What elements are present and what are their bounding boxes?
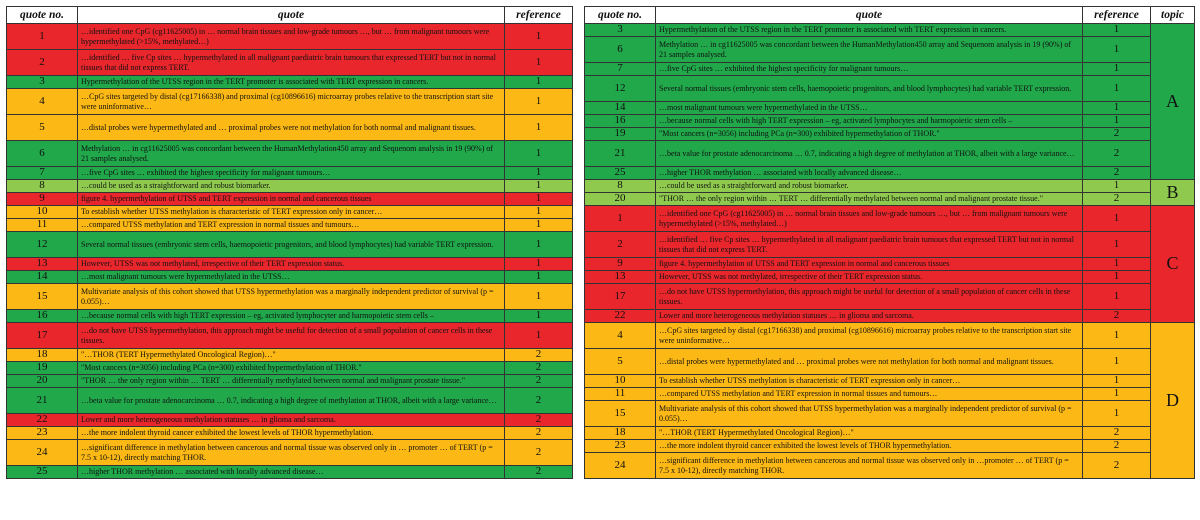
quote-text: …because normal cells with high TERT expression – eg, activated lymphocyter and harmopoietic stem cells –: [78, 310, 505, 323]
quote-text: "THOR … the only region within … TERT … differentially methylated between normal and malignant prostate tissue.": [78, 375, 505, 388]
reference-number: 1: [505, 193, 573, 206]
quote-number: 5: [7, 115, 78, 141]
table-row: [7, 219, 573, 232]
reference-number: 2: [505, 414, 573, 427]
reference-number: 1: [1083, 284, 1151, 310]
quote-number: 22: [585, 310, 656, 323]
quote-text: …five CpG sites … exhibited the highest specificity for malignant tumours…: [656, 63, 1083, 76]
quote-text: …identified one CpG (cg11625005) in … normal brain tissues and low-grade tumours …, but … from malignant tumours were hypermethylated (>15%, methylated…): [656, 206, 1083, 232]
quote-number: 6: [585, 37, 656, 63]
quote-number: 10: [585, 375, 656, 388]
quote-text: …significant difference in methylation between cancerous and normal tissue was observed only in …promoter … of TERT (p = 7.5 x 10-12), directly matching THOR.: [656, 453, 1083, 479]
table-row: [7, 258, 573, 271]
reference-number: 1: [505, 232, 573, 258]
quote-text: …CpG sites targeted by distal (cg17166338) and proximal (cg10896616) microarray probes relative to the transcription start site were uninformative…: [78, 89, 505, 115]
header-reference: reference: [1083, 7, 1151, 24]
table-row: [7, 440, 573, 466]
table-row: [7, 271, 573, 284]
reference-number: 1: [1083, 258, 1151, 271]
quote-number: 21: [585, 141, 656, 167]
quote-text: …distal probes were hypermethylated and … proximal probes were not methylation for both normal and malignant tissues.: [656, 349, 1083, 375]
table-row: [585, 388, 1195, 401]
reference-number: 1: [1083, 323, 1151, 349]
quote-text: …because normal cells with high TERT expression – eg, activated lymphocytes and harmopoietic stem cells –: [656, 115, 1083, 128]
header-reference: reference: [505, 7, 573, 24]
reference-number: 2: [505, 349, 573, 362]
table-row: [585, 128, 1195, 141]
quote-text: "…THOR (TERT Hypermethylated Oncological Region)…": [78, 349, 505, 362]
reference-number: 2: [1083, 427, 1151, 440]
reference-number: 1: [505, 50, 573, 76]
quote-number: 2: [585, 232, 656, 258]
topic-label: A: [1151, 24, 1195, 180]
quote-text: To establish whether UTSS methylation is characteristic of TERT expression only in cancer…: [78, 206, 505, 219]
quote-text: …beta value for prostate adenocarcinoma … 0.7, indicating a high degree of methylation at THOR, albeit with a large variance…: [656, 141, 1083, 167]
reference-number: 2: [505, 375, 573, 388]
table-row: [7, 375, 573, 388]
quote-number: 20: [7, 375, 78, 388]
quote-text: Several normal tissues (embryonic stem cells, haemopoietic progenitors, and blood lymphocytes) had variable TERT expression.: [656, 76, 1083, 102]
reference-number: 1: [505, 76, 573, 89]
quote-number: 24: [7, 440, 78, 466]
table-row: [7, 180, 573, 193]
quote-number: 19: [7, 362, 78, 375]
quote-text: …significant difference in methylation between cancerous and normal tissue was observed only in … promoter … of TERT (p = 7.5 x 10-12), directly matching THOR.: [78, 440, 505, 466]
reference-number: 1: [1083, 349, 1151, 375]
table-row: [7, 466, 573, 479]
table-row: [7, 89, 573, 115]
quote-text: Methylation … in cg11625005 was concordant between the HumanMethylation450 array and Sequenom analysis in 19 (90%) of 21 samples analysed.: [78, 141, 505, 167]
quote-number: 23: [7, 427, 78, 440]
quote-number: 14: [585, 102, 656, 115]
quote-text: …most malignant tumours were hypermethylated in the UTSS…: [78, 271, 505, 284]
reference-number: 1: [505, 206, 573, 219]
left-table-body: [7, 24, 573, 479]
table-row: [7, 323, 573, 349]
table-row: [7, 427, 573, 440]
quote-text: Lower and more heterogeneous methylation statuses … in glioma and sarcoma.: [656, 310, 1083, 323]
header-quote-no: quote no.: [7, 7, 78, 24]
table-row: [585, 453, 1195, 479]
quote-text: …higher THOR methylation … associated with locally advanced disease…: [656, 167, 1083, 180]
table-row: [7, 349, 573, 362]
table-row: [585, 115, 1195, 128]
quote-text: …beta value for prostate adenocarcinoma … 0.7, indicating a high degree of methylation at THOR, albeit with a large variance…: [78, 388, 505, 414]
reference-number: 2: [505, 388, 573, 414]
reference-number: 1: [1083, 37, 1151, 63]
table-row: [585, 193, 1195, 206]
quote-text: …most malignant tumours were hypermethylated in the UTSS…: [656, 102, 1083, 115]
reference-number: 1: [505, 258, 573, 271]
left-quote-table: [6, 6, 573, 479]
table-row: [585, 375, 1195, 388]
table-row: [7, 115, 573, 141]
quote-number: 20: [585, 193, 656, 206]
quote-text: …do not have UTSS hypermethylation, this approach might be useful for detection of a small population of cancer cells in these tissues.: [656, 284, 1083, 310]
quote-number: 12: [585, 76, 656, 102]
quote-text: …CpG sites targeted by distal (cg17166338) and proximal (cg10896616) microarray probes relative to the transcription start site were uninformative…: [656, 323, 1083, 349]
right-table-body: [585, 24, 1195, 479]
quote-text: …the more indolent thyroid cancer exhibited the lowest levels of THOR hypermethylation.: [656, 440, 1083, 453]
reference-number: 2: [505, 427, 573, 440]
table-row: [585, 349, 1195, 375]
reference-number: 2: [1083, 141, 1151, 167]
table-row: [585, 258, 1195, 271]
quote-number: 3: [585, 24, 656, 37]
quote-number: 19: [585, 128, 656, 141]
quote-text: figure 4. hypermethylation of UTSS and TERT expression in normal and cancerous tissues: [78, 193, 505, 206]
quote-number: 23: [585, 440, 656, 453]
quote-number: 1: [7, 24, 78, 50]
quote-text: Multivariate analysis of this cohort showed that UTSS hypermethylation was a marginally independent predictor of survival (p = 0.055)…: [656, 401, 1083, 427]
reference-number: 1: [505, 167, 573, 180]
quote-text: …distal probes were hypermethylated and … proximal probes were not methylation for both normal and malignant tissues.: [78, 115, 505, 141]
header-topic: topic: [1151, 7, 1195, 24]
table-row: [7, 414, 573, 427]
quote-number: 7: [585, 63, 656, 76]
quote-text: "…THOR (TERT Hypermethylated Oncological Region)…": [656, 427, 1083, 440]
reference-number: 1: [1083, 271, 1151, 284]
table-row: [585, 76, 1195, 102]
quote-number: 21: [7, 388, 78, 414]
table-row: [585, 63, 1195, 76]
quote-text: …identified … five Cp sites … hypermethylated in all malignant paediatric brain tumours that expressed TERT but not in normal tissues that did not express TERT.: [656, 232, 1083, 258]
reference-number: 2: [1083, 453, 1151, 479]
quote-number: 2: [7, 50, 78, 76]
reference-number: 2: [1083, 128, 1151, 141]
table-row: [7, 284, 573, 310]
quote-text: figure 4. hypermethylation of UTSS and TERT expression in normal and cancerous tissues: [656, 258, 1083, 271]
quote-number: 11: [585, 388, 656, 401]
quote-number: 9: [7, 193, 78, 206]
quote-number: 1: [585, 206, 656, 232]
table-row: [585, 271, 1195, 284]
quote-number: 17: [585, 284, 656, 310]
reference-number: 1: [1083, 102, 1151, 115]
quote-number: 8: [7, 180, 78, 193]
reference-number: 2: [505, 362, 573, 375]
table-row: [585, 102, 1195, 115]
quote-text: …do not have UTSS hypermethylation, this approach might be useful for detection of a small population of cancer cells in these tissues.: [78, 323, 505, 349]
table-row: [7, 206, 573, 219]
table-row: [585, 284, 1195, 310]
quote-text: Methylation … in cg11625005 was concordant between the HumanMethylation450 array and Sequenom analysis in 19 (90%) of 21 samples analysed.: [656, 37, 1083, 63]
quote-text: "Most cancers (n=3056) including PCa (n=300) exhibited hypermethylation of THOR.": [78, 362, 505, 375]
left-header-row: [7, 7, 573, 24]
topic-label: D: [1151, 323, 1195, 479]
topic-label: B: [1151, 180, 1195, 206]
quote-text: However, UTSS was not methylated, irrespective of their TERT expression status.: [78, 258, 505, 271]
table-row: [585, 427, 1195, 440]
table-row: [585, 310, 1195, 323]
reference-number: 1: [1083, 232, 1151, 258]
quote-number: 22: [7, 414, 78, 427]
quote-number: 4: [585, 323, 656, 349]
reference-number: 1: [505, 310, 573, 323]
reference-number: 1: [1083, 76, 1151, 102]
table-row: [7, 141, 573, 167]
reference-number: 2: [505, 440, 573, 466]
quote-number: 14: [7, 271, 78, 284]
quote-number: 6: [7, 141, 78, 167]
reference-number: 1: [1083, 24, 1151, 37]
table-row: [7, 362, 573, 375]
reference-number: 1: [505, 89, 573, 115]
quote-number: 15: [7, 284, 78, 310]
quote-number: 13: [585, 271, 656, 284]
table-row: [7, 232, 573, 258]
quote-number: 7: [7, 167, 78, 180]
quote-text: …higher THOR methylation … associated with locally advanced disease…: [78, 466, 505, 479]
quote-number: 16: [585, 115, 656, 128]
quote-number: 9: [585, 258, 656, 271]
reference-number: 1: [505, 284, 573, 310]
reference-number: 1: [1083, 115, 1151, 128]
reference-number: 2: [1083, 440, 1151, 453]
reference-number: 1: [505, 219, 573, 232]
table-row: [585, 141, 1195, 167]
quote-number: 10: [7, 206, 78, 219]
quote-text: …identified … five Cp sites … hypermethylated in all malignant paediatric brain tumours that expressed TERT but not in normal tissues that did not express TERT.: [78, 50, 505, 76]
reference-number: 1: [1083, 401, 1151, 427]
header-quote: quote: [656, 7, 1083, 24]
quote-text: …the more indolent thyroid cancer exhibited the lowest levels of THOR hypermethylation.: [78, 427, 505, 440]
quote-text: …compared UTSS methylation and TERT expression in normal tissues and tumours…: [656, 388, 1083, 401]
quote-text: Hypermethylation of the UTSS region in the TERT promoter is associated with TERT expression in cancers.: [656, 24, 1083, 37]
quote-text: …could be used as a straightforward and robust biomarker.: [656, 180, 1083, 193]
topic-label: C: [1151, 206, 1195, 323]
quote-text: …compared UTSS methylation and TERT expression in normal tissues and tumours…: [78, 219, 505, 232]
header-quote: quote: [78, 7, 505, 24]
reference-number: 1: [505, 271, 573, 284]
reference-number: 1: [1083, 63, 1151, 76]
reference-number: 1: [505, 141, 573, 167]
right-quote-table: [584, 6, 1195, 479]
reference-number: 1: [1083, 180, 1151, 193]
table-row: [585, 180, 1195, 193]
quote-text: Lower and more heterogeneous methylation statuses … in glioma and sarcoma.: [78, 414, 505, 427]
quote-text: …five CpG sites … exhibited the highest specificity for malignant tumours…: [78, 167, 505, 180]
quote-number: 12: [7, 232, 78, 258]
table-row: [7, 310, 573, 323]
quote-number: 3: [7, 76, 78, 89]
reference-number: 1: [505, 323, 573, 349]
quote-number: 8: [585, 180, 656, 193]
reference-number: 2: [505, 466, 573, 479]
reference-number: 1: [505, 24, 573, 50]
quote-number: 5: [585, 349, 656, 375]
table-row: [7, 388, 573, 414]
reference-number: 1: [505, 180, 573, 193]
table-row: [7, 50, 573, 76]
reference-number: 1: [1083, 388, 1151, 401]
quote-text: "THOR … the only region within … TERT … differentially methylated between normal and malignant prostate tissue.": [656, 193, 1083, 206]
quote-number: 16: [7, 310, 78, 323]
reference-number: 1: [1083, 206, 1151, 232]
reference-number: 1: [1083, 375, 1151, 388]
quote-text: To establish whether UTSS methylation is characteristic of TERT expression only in cancer…: [656, 375, 1083, 388]
quote-number: 13: [7, 258, 78, 271]
table-row: [7, 167, 573, 180]
quote-number: 25: [585, 167, 656, 180]
reference-number: 2: [1083, 193, 1151, 206]
quote-text: "Most cancers (n=3056) including PCa (n=300) exhibited hypermethylation of THOR.": [656, 128, 1083, 141]
header-quote-no: quote no.: [585, 7, 656, 24]
quote-number: 24: [585, 453, 656, 479]
reference-number: 2: [1083, 310, 1151, 323]
table-row: [585, 440, 1195, 453]
reference-number: 2: [1083, 167, 1151, 180]
quote-number: 18: [7, 349, 78, 362]
table-row: [7, 193, 573, 206]
table-row: [585, 401, 1195, 427]
table-row: [7, 76, 573, 89]
quote-text: …identified one CpG (cg11625005) in … normal brain tissues and low-grade tumours …, but … from malignant tumours were hypermethylated (>15%, methylated…): [78, 24, 505, 50]
table-row: [585, 232, 1195, 258]
reference-number: 1: [505, 115, 573, 141]
quote-number: 15: [585, 401, 656, 427]
table-row: [585, 206, 1195, 232]
table-row: [585, 323, 1195, 349]
right-header-row: [585, 7, 1195, 24]
table-row: [585, 37, 1195, 63]
quote-text: Multivariate analysis of this cohort showed that UTSS hypermethylation was a marginally independent predictor of survival (p = 0.055)…: [78, 284, 505, 310]
quote-text: Hypermethylation of the UTSS region in the TERT promoter is associated with TERT expression in cancers.: [78, 76, 505, 89]
quote-number: 18: [585, 427, 656, 440]
quote-number: 17: [7, 323, 78, 349]
quote-number: 25: [7, 466, 78, 479]
table-row: [585, 167, 1195, 180]
table-row: [7, 24, 573, 50]
quote-number: 4: [7, 89, 78, 115]
quote-text: However, UTSS was not methylated, irrespective of their TERT expression status.: [656, 271, 1083, 284]
quote-number: 11: [7, 219, 78, 232]
table-row: [585, 24, 1195, 37]
quote-text: Several normal tissues (embryonic stem cells, haemopoietic progenitors, and blood lymphocytes) had variable TERT expression.: [78, 232, 505, 258]
quote-text: …could be used as a straightforward and robust biomarker.: [78, 180, 505, 193]
